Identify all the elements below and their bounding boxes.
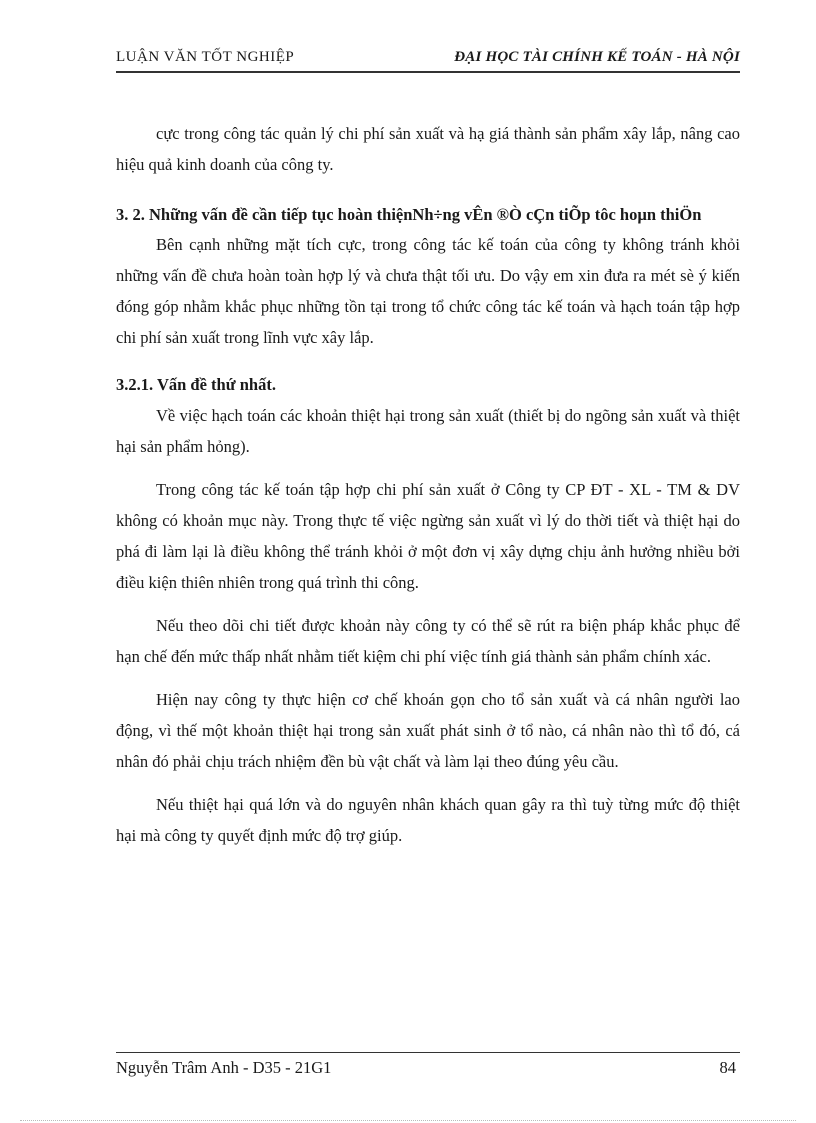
paragraph-intro: cực trong công tác quản lý chi phí sản xuất và hạ giá thành sản phẩm xây lắp, nâng cao hiệu quả kinh doanh của công ty. [116,124,740,174]
page-body [116,118,740,851]
header-university-label: ĐẠI HỌC TÀI CHÍNH KẾ TOÁN - HÀ NỘI [454,49,740,65]
page-number: 84 [719,1058,736,1077]
paragraph-4: Hiện nay công ty thực hiện cơ chế khoán gọn cho tổ sản xuất và cá nhân người lao động, vì thế một khoản thiệt hại trong sản xuất phát sinh ở tổ nào, cá nhân nào thì tổ đó, cá nhân đó phải chịu trách nhiệm đền bù vật chất và làm lại theo đúng yêu cầu. [116,690,740,771]
section-heading: 3. 2. Những vấn đề cần tiếp tục hoàn thiệnNh÷ng vÊn ®Ò cÇn tiÕp tôc hoµn thiÖn [116,205,702,224]
page-bottom-divider [20,1120,796,1121]
subsection-heading: 3.2.1. Vấn đề thứ nhất. [116,375,276,394]
page-footer [116,1052,740,1083]
footer-author: Nguyễn Trâm Anh - D35 - 21G1 [116,1058,332,1077]
paragraph-section-intro: Bên cạnh những mặt tích cực, trong công tác kế toán của công ty không tránh khỏi những vấn đề chưa hoàn toàn hợp lý và chưa thật tối ưu. Do vậy em xin đưa ra mét sè ý kiến đóng góp nhằm khắc phục những tồn tại trong tổ chức công tác kế toán và hạch toán tập hợp chi phí sản xuất trong lĩnh vực xây lắp. [116,235,740,347]
paragraph-2: Trong công tác kế toán tập hợp chi phí sản xuất ở Công ty CP ĐT - XL - TM & DV không có khoản mục này. Trong thực tế việc ngừng sản xuất vì lý do thời tiết và thiệt hại do phá đi làm lại là điều không thể tránh khỏi ở một đơn vị xây dựng chịu ảnh hưởng nhiều bởi điều kiện thiên nhiên trong quá trình thi công. [116,480,740,592]
page-header [116,47,740,73]
paragraph-1: Về việc hạch toán các khoản thiệt hại trong sản xuất (thiết bị do ngõng sản xuất và thiệt hại sản phẩm hỏng). [116,406,740,456]
paragraph-3: Nếu theo dõi chi tiết được khoản này công ty có thể sẽ rút ra biện pháp khắc phục để hạn chế đến mức thấp nhất nhằm tiết kiệm chi phí việc tính giá thành sản phẩm chính xác. [116,616,740,666]
header-thesis-label: LUẬN VĂN TỐT NGHIỆP [116,49,295,65]
paragraph-5: Nếu thiệt hại quá lớn và do nguyên nhân khách quan gây ra thì tuỳ từng mức độ thiệt hại mà công ty quyết định mức độ trợ giúp. [116,795,740,845]
